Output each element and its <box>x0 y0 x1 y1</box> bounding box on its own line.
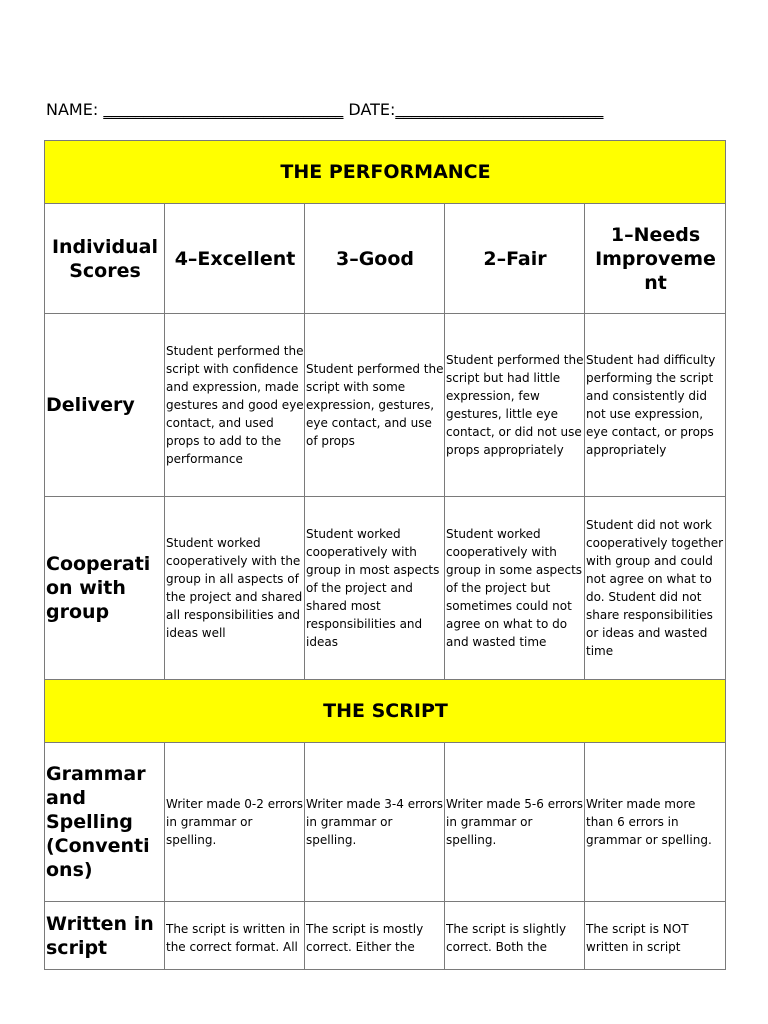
col-header-needs-improvement: 1–Needs Improveme nt <box>585 204 726 314</box>
cell-cooperation-good: Student worked cooperatively with group in most aspects of the project and shared most responsibilities and ideas <box>305 497 445 680</box>
name-field[interactable]: ______________________________ <box>103 100 344 119</box>
col-header-fair: 2–Fair <box>445 204 585 314</box>
rubric-table <box>44 140 726 970</box>
cell-grammar-fair: Writer made 5-6 errors in grammar or spelling. <box>445 743 585 902</box>
table-row <box>45 314 726 497</box>
cell-written-needs-improvement: The script is NOT written in script <box>585 902 726 970</box>
cell-written-excellent: The script is written in the correct format. All <box>165 902 305 970</box>
cell-written-fair: The script is slightly correct. Both the <box>445 902 585 970</box>
section-title-script: THE SCRIPT <box>45 680 726 743</box>
cell-written-good: The script is mostly correct. Either the <box>305 902 445 970</box>
row-label-cooperation: Cooperati on with group <box>45 497 165 680</box>
column-header-row <box>45 204 726 314</box>
row-label-delivery: Delivery <box>45 314 165 497</box>
table-row <box>45 743 726 902</box>
table-row <box>45 902 726 970</box>
header-line <box>46 100 726 119</box>
date-label: DATE: <box>348 100 396 119</box>
cell-delivery-good: Student performed the script with some expression, gestures, eye contact, and use of props <box>305 314 445 497</box>
cell-grammar-excellent: Writer made 0-2 errors in grammar or spelling. <box>165 743 305 902</box>
cell-delivery-fair: Student performed the script but had little expression, few gestures, little eye contact, or did not use props appropriately <box>445 314 585 497</box>
cell-cooperation-needs-improvement: Student did not work cooperatively together with group and could not agree on what to do. Student did not share responsibilities or ideas and wasted time <box>585 497 726 680</box>
table-row <box>45 497 726 680</box>
cell-grammar-needs-improvement: Writer made more than 6 errors in grammar or spelling. <box>585 743 726 902</box>
row-label-grammar: Grammar and Spelling (Conventi ons) <box>45 743 165 902</box>
col-header-good: 3–Good <box>305 204 445 314</box>
cell-delivery-excellent: Student performed the script with confidence and expression, made gestures and good eye contact, and used props to add to the performance <box>165 314 305 497</box>
date-field[interactable]: __________________________ <box>395 100 604 119</box>
cell-grammar-good: Writer made 3-4 errors in grammar or spelling. <box>305 743 445 902</box>
cell-delivery-needs-improvement: Student had difficulty performing the script and consistently did not use expression, eye contact, or props appropriately <box>585 314 726 497</box>
cell-cooperation-excellent: Student worked cooperatively with the group in all aspects of the project and shared all responsibilities and ideas well <box>165 497 305 680</box>
col-header-criteria: Individual Scores <box>45 204 165 314</box>
col-header-excellent: 4–Excellent <box>165 204 305 314</box>
name-label: NAME: <box>46 100 99 119</box>
cell-cooperation-fair: Student worked cooperatively with group in some aspects of the project but sometimes could not agree on what to do and wasted time <box>445 497 585 680</box>
row-label-written-in-script: Written in script <box>45 902 165 970</box>
section-title-performance: THE PERFORMANCE <box>45 141 726 204</box>
